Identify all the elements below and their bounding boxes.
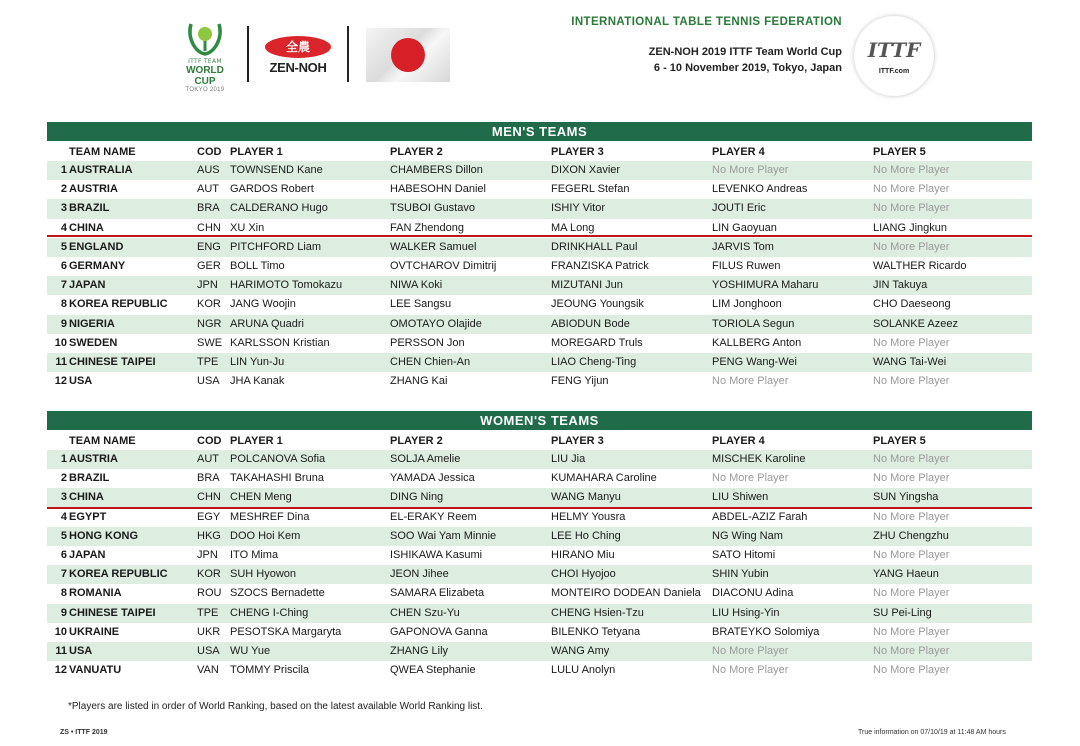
ittf-mark-icon: ITTF [867, 38, 921, 62]
player-5: No More Player [873, 164, 950, 176]
table-header [47, 141, 1032, 161]
player-1: TAKAHASHI Bruna [230, 472, 324, 485]
womens-teams-title: WOMEN'S TEAMS [47, 411, 1032, 430]
player-1: PESOTSKA Margaryta [230, 625, 342, 638]
player-2: ZHANG Lily [390, 644, 449, 657]
player-1: ARUNA Quadri [230, 317, 304, 330]
team-code: AUS [197, 164, 220, 176]
player-4: No More Player [712, 664, 789, 677]
team-name: SWEDEN [69, 336, 118, 349]
player-5: SU Pei-Ling [873, 606, 932, 619]
player-4: FILUS Ruwen [712, 259, 781, 272]
team-number: 6 [60, 548, 67, 561]
team-name: HONG KONG [69, 529, 139, 542]
table-row [47, 372, 1032, 391]
team-name: ROMANIA [69, 587, 122, 600]
team-name: BRAZIL [69, 472, 110, 485]
team-code: AUT [197, 453, 219, 465]
col-player-2: PLAYER 2 [390, 435, 443, 447]
player-3: HELMY Yousra [551, 510, 626, 523]
header-divider [247, 26, 249, 82]
player-3: MIZUTANI Jun [551, 279, 623, 292]
player-4: SATO Hitomi [712, 548, 776, 561]
table-header [47, 430, 1032, 450]
team-name: CHINA [69, 221, 104, 234]
event-info [560, 16, 842, 76]
col-player-3: PLAYER 3 [551, 146, 604, 158]
player-4: LIN Gaoyuan [712, 221, 777, 234]
world-cup-logo-small: ITTF TEAM [188, 58, 222, 65]
player-1: PITCHFORD Liam [230, 240, 322, 253]
player-2: ZHANG Kai [390, 375, 448, 388]
team-name: AUSTRIA [69, 183, 118, 196]
player-5: No More Player [873, 587, 950, 600]
team-code: TPE [197, 355, 219, 368]
player-5: ZHU Chengzhu [873, 529, 949, 542]
team-name: JAPAN [69, 548, 106, 561]
team-name: USA [69, 644, 93, 657]
player-1: LIN Yun-Ju [230, 355, 285, 368]
player-3: DIXON Xavier [551, 164, 621, 176]
team-code: UKR [197, 625, 221, 638]
col-player-4: PLAYER 4 [712, 435, 765, 447]
team-number: 2 [60, 472, 67, 485]
player-1: POLCANOVA Sofia [230, 453, 326, 465]
table-row [47, 161, 1032, 180]
player-4: No More Player [712, 164, 789, 176]
col-team-name: TEAM NAME [69, 435, 136, 447]
mens-rows [47, 161, 1032, 391]
player-3: HIRANO Miu [551, 548, 615, 561]
table-row [47, 469, 1032, 488]
footnote: *Players are listed in order of World Ranking, based on the latest available World Ranking list. [68, 701, 483, 712]
player-5: SUN Yingsha [873, 491, 939, 504]
team-number: 10 [54, 336, 67, 349]
player-3: FEGERL Stefan [551, 183, 630, 196]
player-4: SHIN Yubin [712, 568, 769, 581]
team-name: CHINESE TAIPEI [69, 355, 156, 368]
player-3: WANG Manyu [551, 491, 621, 504]
team-name: NIGERIA [69, 317, 115, 330]
player-3: FRANZISKA Patrick [551, 259, 649, 272]
player-4: JOUTI Eric [712, 202, 766, 215]
player-1: CHENG I-Ching [230, 606, 309, 619]
player-5: YANG Haeun [873, 568, 939, 581]
team-number: 3 [60, 202, 67, 215]
player-2: SAMARA Elizabeta [390, 587, 485, 600]
team-code: HKG [197, 529, 221, 542]
team-code: JPN [197, 548, 218, 561]
player-5: No More Player [873, 336, 950, 349]
team-code: BRA [197, 472, 220, 485]
event-dates: 6 - 10 November 2019, Tokyo, Japan [653, 62, 842, 74]
player-2: OMOTAYO Olajide [390, 317, 482, 330]
player-2: JEON Jihee [390, 568, 449, 581]
table-row [47, 604, 1032, 623]
player-2: GAPONOVA Ganna [390, 625, 488, 638]
player-3: ABIODUN Bode [551, 317, 630, 330]
player-1: BOLL Timo [230, 259, 285, 272]
team-name: AUSTRIA [69, 453, 118, 465]
team-number: 4 [60, 510, 67, 523]
col-player-3: PLAYER 3 [551, 435, 604, 447]
player-2: WALKER Samuel [390, 240, 477, 253]
table-row [47, 623, 1032, 642]
team-number: 12 [54, 664, 67, 677]
world-cup-logo [176, 20, 234, 93]
player-1: GARDOS Robert [230, 183, 314, 196]
player-4: No More Player [712, 644, 789, 657]
highlight-underline [47, 507, 1032, 509]
womens-teams-table [47, 411, 1032, 680]
team-number: 10 [54, 625, 67, 638]
player-4: YOSHIMURA Maharu [712, 279, 819, 292]
table-row [47, 238, 1032, 257]
team-code: CHN [197, 221, 221, 234]
player-5: JIN Takuya [873, 279, 928, 292]
zennoh-kanji: 全農 [265, 36, 331, 58]
player-1: KARLSSON Kristian [230, 336, 330, 349]
player-3: FENG Yijun [551, 375, 609, 388]
player-1: WU Yue [230, 644, 271, 657]
player-5: No More Player [873, 625, 950, 638]
player-4: ABDEL-AZIZ Farah [712, 510, 808, 523]
player-3: LEE Ho Ching [551, 529, 621, 542]
team-name: GERMANY [69, 259, 126, 272]
player-4: LIU Shiwen [712, 491, 769, 504]
player-5: No More Player [873, 548, 950, 561]
team-number: 12 [54, 375, 67, 388]
table-row [47, 565, 1032, 584]
team-code: BRA [197, 202, 220, 215]
col-player-2: PLAYER 2 [390, 146, 443, 158]
table-row [47, 334, 1032, 353]
player-1: XU Xin [230, 221, 265, 234]
team-name: KOREA REPUBLIC [69, 298, 168, 311]
player-3: ISHIY Vitor [551, 202, 606, 215]
team-code: CHN [197, 491, 221, 504]
player-5: WANG Tai-Wei [873, 355, 947, 368]
player-2: HABESOHN Daniel [390, 183, 486, 196]
player-4: No More Player [712, 472, 789, 485]
player-5: No More Player [873, 510, 950, 523]
player-2: PERSSON Jon [390, 336, 465, 349]
player-3: BILENKO Tetyana [551, 625, 641, 638]
mens-teams-table [47, 122, 1032, 391]
team-number: 3 [60, 491, 67, 504]
team-code: AUT [197, 183, 219, 196]
player-2: ISHIKAWA Kasumi [390, 548, 483, 561]
player-3: LULU Anolyn [551, 664, 616, 677]
player-3: MOREGARD Truls [551, 336, 643, 349]
player-1: HARIMOTO Tomokazu [230, 279, 343, 292]
team-name: EGYPT [69, 510, 107, 523]
team-name: ENGLAND [69, 240, 124, 253]
col-player-1: PLAYER 1 [230, 146, 283, 158]
col-cod: COD [197, 435, 222, 447]
col-player-5: PLAYER 5 [873, 146, 926, 158]
team-code: EGY [197, 510, 221, 523]
team-code: USA [197, 644, 220, 657]
ittf-logo [854, 16, 934, 96]
world-cup-logo-title: WORLD CUP [186, 65, 224, 87]
player-5: No More Player [873, 644, 950, 657]
player-5: CHO Daeseong [873, 298, 951, 311]
col-cod: COD [197, 146, 222, 158]
team-code: GER [197, 259, 221, 272]
team-name: USA [69, 375, 93, 388]
world-cup-logo-city: TOKYO 2019 [185, 87, 225, 93]
team-code: NGR [197, 317, 222, 330]
table-row [47, 488, 1032, 507]
player-4: TORIOLA Segun [712, 317, 795, 330]
player-4: MISCHEK Karoline [712, 453, 806, 465]
player-2: LEE Sangsu [390, 298, 452, 311]
team-code: ENG [197, 240, 221, 253]
player-4: BRATEYKO Solomiya [712, 625, 820, 638]
table-row [47, 642, 1032, 661]
zennoh-name: ZEN-NOH [269, 60, 327, 75]
col-player-1: PLAYER 1 [230, 435, 283, 447]
table-row [47, 353, 1032, 372]
player-3: WANG Amy [551, 644, 610, 657]
player-1: SZOCS Bernadette [230, 587, 325, 600]
player-5: No More Player [873, 375, 950, 388]
player-4: No More Player [712, 375, 789, 388]
player-3: KUMAHARA Caroline [551, 472, 657, 485]
player-5: No More Player [873, 664, 950, 677]
womens-rows [47, 450, 1032, 680]
zennoh-logo [262, 36, 334, 75]
team-name: KOREA REPUBLIC [69, 568, 168, 581]
team-name: VANUATU [69, 664, 122, 677]
table-row [47, 315, 1032, 334]
player-3: MONTEIRO DODEAN Daniela [551, 587, 701, 600]
player-4: LEVENKO Andreas [712, 183, 808, 196]
team-code: ROU [197, 587, 222, 600]
team-code: SWE [197, 336, 223, 349]
player-4: DIACONU Adina [712, 587, 794, 600]
player-3: CHENG Hsien-Tzu [551, 606, 644, 619]
player-5: No More Player [873, 202, 950, 215]
player-2: NIWA Koki [390, 279, 443, 292]
team-code: KOR [197, 298, 221, 311]
player-1: TOMMY Priscila [230, 664, 310, 677]
player-5: LIANG Jingkun [873, 221, 947, 234]
team-number: 2 [60, 183, 67, 196]
player-2: CHAMBERS Dillon [390, 164, 483, 176]
team-number: 8 [60, 298, 67, 311]
team-number: 6 [60, 259, 67, 272]
team-code: KOR [197, 568, 221, 581]
player-3: DRINKHALL Paul [551, 240, 638, 253]
mens-teams-title: MEN'S TEAMS [47, 122, 1032, 141]
team-number: 5 [60, 240, 67, 253]
player-1: DOO Hoi Kem [230, 529, 301, 542]
team-number: 7 [60, 279, 67, 292]
player-2: OVTCHAROV Dimitrij [390, 259, 497, 272]
player-2: DING Ning [390, 491, 444, 504]
header-divider [347, 26, 349, 82]
team-number: 11 [55, 644, 67, 657]
player-1: CHEN Meng [230, 491, 292, 504]
team-name: CHINA [69, 491, 104, 504]
player-2: QWEA Stephanie [390, 664, 476, 677]
player-3: JEOUNG Youngsik [551, 298, 644, 311]
team-number: 1 [60, 164, 67, 176]
table-row [47, 199, 1032, 218]
org-title: INTERNATIONAL TABLE TENNIS FEDERATION [571, 16, 842, 28]
team-number: 9 [60, 606, 67, 619]
player-1: CALDERANO Hugo [230, 202, 328, 215]
player-2: YAMADA Jessica [390, 472, 475, 485]
player-2: TSUBOI Gustavo [390, 202, 475, 215]
player-2: SOLJA Amelie [390, 453, 461, 465]
team-name: AUSTRALIA [69, 164, 133, 176]
player-2: CHEN Szu-Yu [390, 606, 460, 619]
team-name: UKRAINE [69, 625, 120, 638]
player-2: EL-ERAKY Reem [390, 510, 477, 523]
team-code: USA [197, 375, 220, 388]
player-2: SOO Wai Yam Minnie [390, 529, 497, 542]
player-4: LIM Jonghoon [712, 298, 782, 311]
highlight-underline [47, 235, 1032, 237]
player-3: CHOI Hyojoo [551, 568, 616, 581]
col-player-4: PLAYER 4 [712, 146, 765, 158]
japan-flag-icon [366, 28, 450, 82]
ittf-url: ITTF.com [878, 68, 910, 75]
team-code: TPE [197, 606, 219, 619]
player-5: No More Player [873, 240, 950, 253]
player-1: MESHREF Dina [230, 510, 310, 523]
player-4: KALLBERG Anton [712, 336, 802, 349]
team-number: 7 [60, 568, 67, 581]
event-name: ZEN-NOH 2019 ITTF Team World Cup [648, 46, 842, 58]
player-2: CHEN Chien-An [390, 355, 471, 368]
table-row [47, 180, 1032, 199]
team-name: JAPAN [69, 279, 106, 292]
team-code: VAN [197, 664, 219, 677]
player-4: PENG Wang-Wei [712, 355, 797, 368]
team-name: BRAZIL [69, 202, 110, 215]
player-5: No More Player [873, 453, 950, 465]
table-row [47, 661, 1032, 680]
team-name: CHINESE TAIPEI [69, 606, 156, 619]
player-5: No More Player [873, 472, 950, 485]
player-1: JHA Kanak [230, 375, 285, 388]
player-3: MA Long [551, 221, 595, 234]
table-row [47, 257, 1032, 276]
player-1: JANG Woojin [230, 298, 296, 311]
player-1: TOWNSEND Kane [230, 164, 323, 176]
player-4: LIU Hsing-Yin [712, 606, 780, 619]
table-row [47, 508, 1032, 527]
table-row [47, 546, 1032, 565]
player-1: SUH Hyowon [230, 568, 297, 581]
player-3: LIU Jia [551, 453, 586, 465]
col-team-name: TEAM NAME [69, 146, 136, 158]
footer-code: ZS • ITTF 2019 [60, 729, 108, 736]
player-5: No More Player [873, 183, 950, 196]
col-player-5: PLAYER 5 [873, 435, 926, 447]
player-4: JARVIS Tom [712, 240, 774, 253]
player-2: FAN Zhendong [390, 221, 464, 234]
team-number: 1 [60, 453, 67, 465]
table-row [47, 527, 1032, 546]
player-1: ITO Mima [230, 548, 279, 561]
team-number: 8 [60, 587, 67, 600]
player-5: SOLANKE Azeez [873, 317, 958, 330]
table-row [47, 276, 1032, 295]
team-number: 4 [60, 221, 67, 234]
player-4: NG Wing Nam [712, 529, 783, 542]
player-5: WALTHER Ricardo [873, 259, 967, 272]
team-number: 11 [55, 355, 67, 368]
footer-timestamp: True information on 07/10/19 at 11:48 AM hours [858, 729, 1006, 736]
table-row [47, 295, 1032, 314]
team-code: JPN [197, 279, 218, 292]
table-row [47, 584, 1032, 603]
table-row [47, 450, 1032, 469]
player-3: LIAO Cheng-Ting [551, 355, 637, 368]
world-cup-emblem-icon [185, 20, 225, 58]
team-number: 5 [60, 529, 67, 542]
team-number: 9 [60, 317, 67, 330]
